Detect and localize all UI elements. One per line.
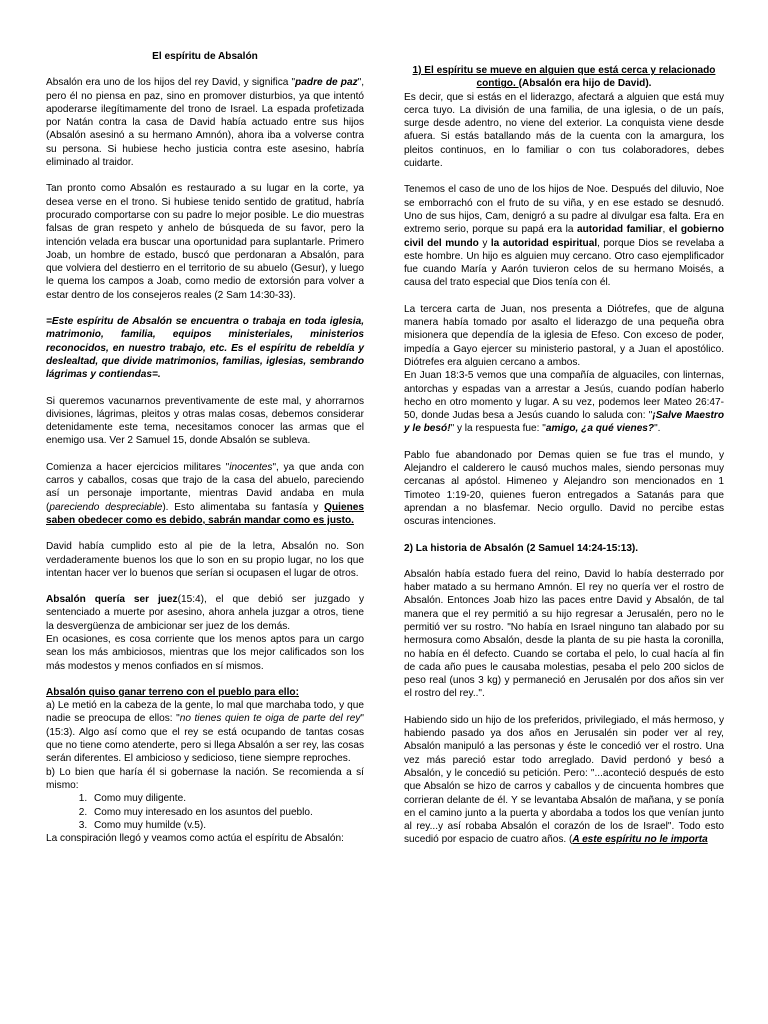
- noah-paragraph: [404, 183, 724, 289]
- noah-bold-b: autoridad familiar: [577, 224, 663, 236]
- exile-paragraph: Absalón había estado fuera del reino, David lo había desterrado por haber matado a su hermano Amnón. El rey no quería ver el rostro de Absalón. Entonces Joab hizo las paces entre David y Absalón, de tal manera que el rey permitió a su hijo regresar a Jerusalén, pero no le permitió ver su rostro. "No había en Israel ninguno tan alabado por su hermosura como Absalón, desde la planta de su pie hasta la coronilla, no había en él defecto. Cuando se cortaba el pelo, lo cual hacía al fin de cada año pues le causaba molestias, pesaba el pelo 200 siclos de peso real (unos 3 kg) y permaneció en Jerusalén por dos años sin ver el rostro del rey..".: [404, 568, 724, 700]
- section-2-heading: 2) La historia de Absalón (2 Samuel 14:24-15:13).: [404, 542, 639, 554]
- section-1-title: 1) El espíritu se mueve en alguien que está cerca y relacionado contigo.: [412, 65, 716, 90]
- david-paragraph: David había cumplido esto al pie de la letra, Absalón no. Son verdaderamente buenos los que lo son en su propio lugar, no los que intentan hacer ver lo buenos que serían si ocupasen el lugar de otros.: [46, 541, 364, 579]
- judge-paragraph: [46, 593, 364, 633]
- judas-paragraph: [404, 369, 724, 435]
- page-title: El espíritu de Absalón: [152, 51, 258, 62]
- intro-text-c: ", pero él no piensa en paz, sino en promover disturbios, ya que intentó apoderarse ilegítimamente del trono de Israel. La espada profetizada por Natán contra la casa de David había actuado entre sus hijos (Absalón asesinó a su hermano Amnón), ahora iba a volverse contra su persona. Si hubiese hecho justicia contra este asesino, habría eliminado al traidor.: [46, 77, 365, 169]
- intro-text-a: Absalón era uno de los hijos del rey David, y significa ": [46, 77, 296, 89]
- manipulation-paragraph: [404, 714, 724, 847]
- judas-text-f: ".: [654, 423, 661, 435]
- judas-quote-c: ¡Salve Maestro y le besó!: [404, 410, 725, 435]
- intro-emphasis: padre de paz: [295, 77, 358, 89]
- leadership-paragraph: Es decir, que si estás en el liderazgo, afectará a alguien que está muy cerca tuyo. La división de una familia, de una iglesia, o de un país, surge desde adentro, no viene del exterior. La conquista viene desde afuera. Si estás batallando más de la cuenta con la amargura, los pleitos continuos, en lo familiar o con tus colaboradores, debes cuidarte.: [404, 91, 724, 170]
- point-a-text-1: a) Le metió en la cabeza de la gente, lo mal que marchaba todo, y que nadie se preocupa de ellos: ": [46, 700, 364, 725]
- military-text-c: ", ya que anda con carros y caballos, cosas que trajo de la casa del abuelo, pareciendo así un personaje importante, mientras David andaba en mula (: [46, 461, 364, 513]
- noah-text-g: , porque Dios se revelaba a este hombre. Un hijo es alguien muy cercano. Otro caso ejemplificador fue cuando María y Aarón tuvieron celos de su hermano Moisés, a causa del trato especial que Dios tenía con él.: [404, 237, 724, 289]
- people-point-b: b) Lo bien que haría él si gobernase la nación. Se recomienda a sí mismo:: [46, 766, 364, 791]
- military-text-a: Comienza a hacer ejercicios militares ": [46, 461, 230, 473]
- list-item: 2. Como muy interesado en los asuntos del pueblo.: [90, 806, 364, 819]
- section-1-heading: [404, 64, 724, 91]
- list-item: 3. Como muy humilde (v.5).: [90, 819, 364, 832]
- judas-quote-e: amigo, ¿a qué vienes?: [545, 423, 655, 435]
- noah-text-a: Tenemos el caso de uno de los hijos de Noe. Después del diluvio, Noe se emborrachó con el fruto de su viña, y en ese estado se desnudó. Uno de sus hijos, Cam, denigró a su padre al divulgar esa falta. Era en extremo serio, porque su papá era la: [404, 184, 724, 236]
- noah-text-c: ,: [662, 224, 669, 236]
- military-underlined: Quienes saben obedecer como es debido, sabrán mandar como es justo.: [46, 501, 364, 526]
- judge-text: (15:4), el que debió ser juzgado y sentenciado a muerte por asesino, ahora anhela juzgar a otros, tiene la desvergüenza de ambicionar ser juez de los demás.: [46, 594, 365, 632]
- left-column: [46, 50, 364, 845]
- diotrefes-paragraph: La tercera carta de Juan, nos presenta a Diótrefes, que de alguna manera había tomado por asalto el liderazgo de una pequeña obra misionera que dependía de la iglesia de Efeso. Con exceso de poder, impedía a Gayo ejercer su ministerio pastoral, y a Juan el apostólico. Diótrefes era alguien cercano a ambos.: [404, 303, 724, 368]
- ambition-paragraph: En ocasiones, es cosa corriente que los menos aptos para un cargo sean los más ambiciosos, mientras que los mejor calificados son los más modestos y menos confiados en sí mismos.: [46, 633, 364, 672]
- noah-bold-d: el gobierno civil del mundo: [404, 224, 725, 249]
- people-point-a: [46, 699, 364, 765]
- judas-text-d: " y la respuesta fue: ": [450, 423, 546, 435]
- manipulation-text: Habiendo sido un hijo de los preferidos, privilegiado, el más hermoso, y habiendo pasado ya dos años en Jerusalén sin poder ver al rey, Absalón manipuló a las personas y éste le concedió ver el rostro. Una vez más pareció estar todo arreglado. David perdonó y besó a Absalón, y le concedió su petición. Pero: "...aconteció después de esto que Absalón se hizo de carros y caballos y de cincuenta hombres que corrieran delante de él. Y se levantaba Absalón de mañana, y se ponía en el camino junto a la puerta y abordaba a todos los que venían junto al rey...y así robaba Absalón el corazón de los de Israel". Todo esto sucedió por espacio de cuatro años. (: [404, 714, 724, 846]
- judge-bold: Absalón quería ser juez: [46, 594, 178, 606]
- conspiracy-line: La conspiración llegó y veamos como actúa el espíritu de Absalón:: [46, 833, 344, 845]
- noah-text-e: y: [478, 237, 491, 249]
- manipulation-emph: A este espíritu no le importa: [572, 834, 708, 846]
- vaccine-paragraph: Si queremos vacunarnos preventivamente de este mal, y ahorrarnos divisiones, lágrimas, pleitos y otras malas cosas, debemos considerar detenidamente este tema, necesitamos conocer las armas que el enemigo usa. Ver 2 Samuel 15, donde Absalón se subleva.: [46, 395, 364, 447]
- military-emph-d: pareciendo despreciable: [49, 501, 163, 513]
- section-1-subtitle: (Absalón era hijo de David).: [518, 78, 652, 90]
- point-a-quote: no tienes quien te oiga de parte del rey: [179, 713, 361, 725]
- people-heading: Absalón quiso ganar terreno con el pueblo para ello:: [46, 686, 299, 698]
- intro-paragraph: [46, 76, 364, 169]
- noah-bold-f: la autoridad espiritual: [490, 237, 598, 249]
- judas-text-b: En Juan 18:3-5 vemos que una compañía de alguaciles, con linternas, antorchas y espadas van a arrestar a Jesús, cuando podían haberlo hecho en otro momento y lugar. A su vez, podemos leer Mateo 26:47-50, donde Judas besa a Jesús cuando lo saluda con: ": [404, 370, 724, 422]
- point-a-text-3: " (15:3). Algo así como que el rey se está ocupando de tantas cosas que no tiene como atenderte, pero si llega Absalón a ser rey, las cosas serán diferentes. El ambicioso y sedicioso, tiene siempre reproches.: [46, 713, 364, 765]
- military-paragraph: [46, 461, 364, 527]
- military-text-e: ). Esto alimentaba su fantasía y: [162, 501, 325, 513]
- military-emph-b: inocentes: [229, 461, 273, 473]
- list-item: 1. Como muy diligente.: [90, 792, 364, 805]
- restoration-paragraph: Tan pronto como Absalón es restaurado a su lugar en la corte, ya desea verse en el trono. Si hubiese tenido sentido de gratitud, habría procurado comportarse con su padre lo mejor posible. Le dio muestras falsas de gran respeto y anhelo de búsqueda de su favor, pero la intención velada era buscar una oportunidad para suplantarle. Primero Joab, un hombre de estado, buscó que perdonaran a Absalón, para que volviera del destierro en el territorio de su abuelo (Gesur), y luego le quema los campos a Joab, como medio de extorsión para volver a estar dentro de los consejeros reales (2 Sam 14:30-33).: [46, 183, 364, 301]
- recommend-list: [46, 792, 364, 832]
- pablo-paragraph: Pablo fue abandonado por Demas quien se fue tras el mundo, y Alejandro el calderero le causó muchos males, siendo personas muy cercanas al apóstol. Himeneo y Alejandro son mencionados en 1 Timoteo 1:19-20, quienes fueron entregados a Satanás para que aprendan a no blasfemar. Necio orgullo. David no percibe estas oscuras intenciones.: [404, 449, 724, 528]
- right-column: [404, 64, 724, 847]
- spirit-warning-paragraph: =Este espíritu de Absalón se encuentra o trabaja en toda iglesia, matrimonio, familia, equipos ministeriales, ministerios reconocidos, en nuestro trabajo, etc. Es el espíritu de rebeldía y deslealtad, que divide matrimonios, familias, iglesias, sembrando lágrimas y contiendas=.: [46, 316, 364, 381]
